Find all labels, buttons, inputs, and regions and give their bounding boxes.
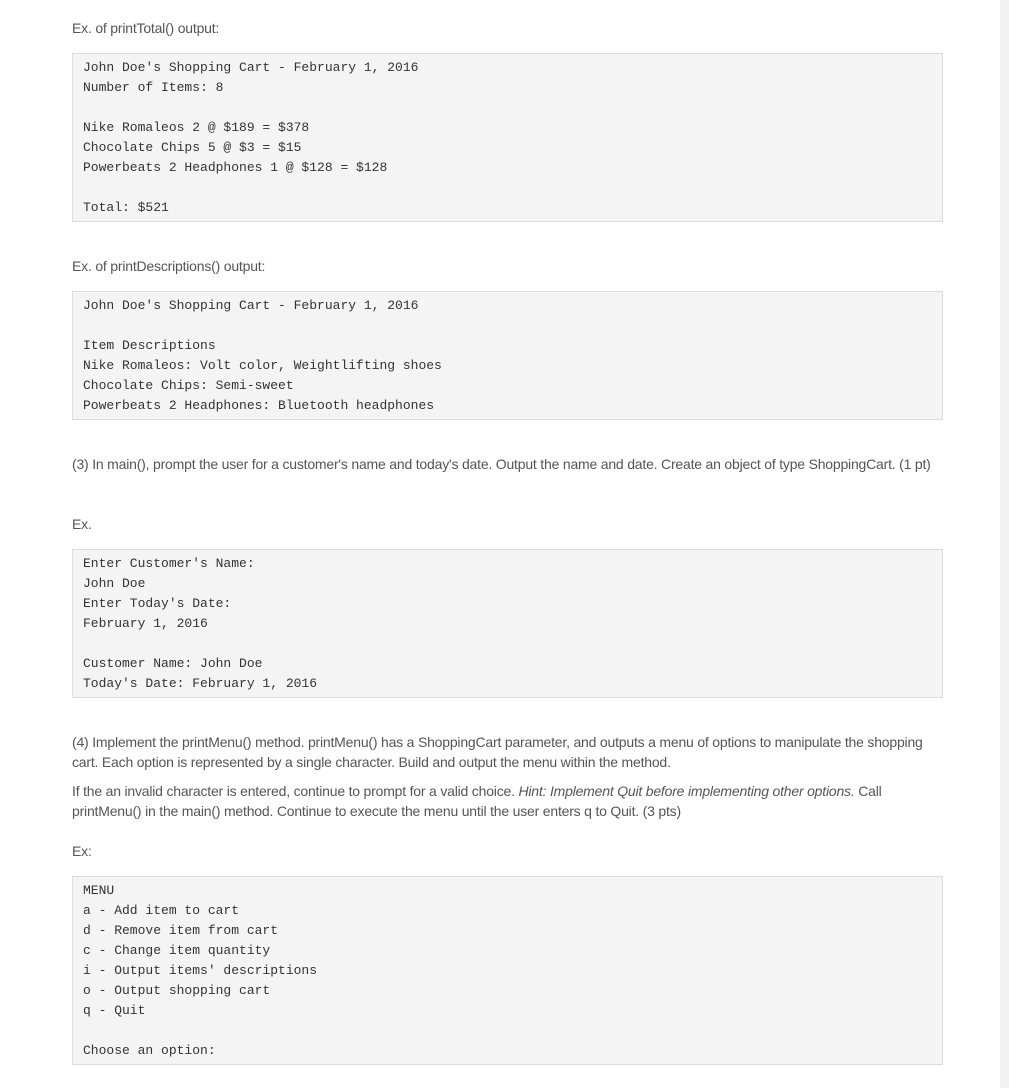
code-line: Total: $521 <box>83 200 169 215</box>
print-total-label: Ex. of printTotal() output: <box>72 20 220 36</box>
step-3-code-block <box>72 549 943 698</box>
code-line: Enter Customer's Name: <box>83 556 255 571</box>
step-4-hint: Hint: Implement Quit before implementing other options. <box>518 783 855 799</box>
code-line: a - Add item to cart <box>83 903 240 918</box>
code-line: Chocolate Chips 5 @ $3 = $15 <box>83 140 302 155</box>
code-line: i - Output items' descriptions <box>83 963 318 978</box>
step-4-paragraph-2-end: Call printMenu() in the main() method. Continue to execute the menu until the user enters q to Quit. (3 pts) <box>72 783 882 819</box>
code-line: MENU <box>83 883 115 898</box>
code-line: Choose an option: <box>83 1043 216 1058</box>
step-3-example-label: Ex. <box>72 516 92 532</box>
code-line: d - Remove item from cart <box>83 923 279 938</box>
code-line: Powerbeats 2 Headphones: Bluetooth headphones <box>83 398 435 413</box>
code-line: Nike Romaleos: Volt color, Weightlifting shoes <box>83 358 442 373</box>
print-descriptions-label: Ex. of printDescriptions() output: <box>72 258 266 274</box>
page-edge-shade <box>1000 0 1009 1088</box>
print-total-code-block <box>72 53 943 222</box>
code-line: c - Change item quantity <box>83 943 271 958</box>
code-line: Today's Date: February 1, 2016 <box>83 676 318 691</box>
code-line: Chocolate Chips: Semi-sweet <box>83 378 294 393</box>
code-line: Enter Today's Date: <box>83 596 232 611</box>
step-4-paragraph: (4) Implement the printMenu() method. printMenu() has a ShoppingCart parameter, and outputs a menu of options to manipulate the shopping cart. Each option is represented by a single character. Build and output the menu within the method. <box>72 734 923 770</box>
code-line: John Doe's Shopping Cart - February 1, 2016 <box>83 298 419 313</box>
code-line: q - Quit <box>83 1003 146 1018</box>
code-line: Customer Name: John Doe <box>83 656 263 671</box>
code-line: John Doe <box>83 576 146 591</box>
code-line: Powerbeats 2 Headphones 1 @ $128 = $128 <box>83 160 388 175</box>
code-line: Item Descriptions <box>83 338 216 353</box>
code-line: John Doe's Shopping Cart - February 1, 2016 <box>83 60 419 75</box>
code-line: February 1, 2016 <box>83 616 208 631</box>
step-4-example-label: Ex: <box>72 843 92 859</box>
step-3-paragraph: (3) In main(), prompt the user for a customer's name and today's date. Output the name and date. Create an object of type ShoppingCart. (1 pt) <box>72 456 931 472</box>
menu-code-block <box>72 876 943 1065</box>
step-4-paragraph-2-start: If the an invalid character is entered, continue to prompt for a valid choice. <box>72 783 519 799</box>
code-line: o - Output shopping cart <box>83 983 271 998</box>
code-line: Number of Items: 8 <box>83 80 224 95</box>
step-4-paragraph-2 <box>72 781 945 821</box>
print-descriptions-code-block <box>72 291 943 420</box>
code-line: Nike Romaleos 2 @ $189 = $378 <box>83 120 310 135</box>
